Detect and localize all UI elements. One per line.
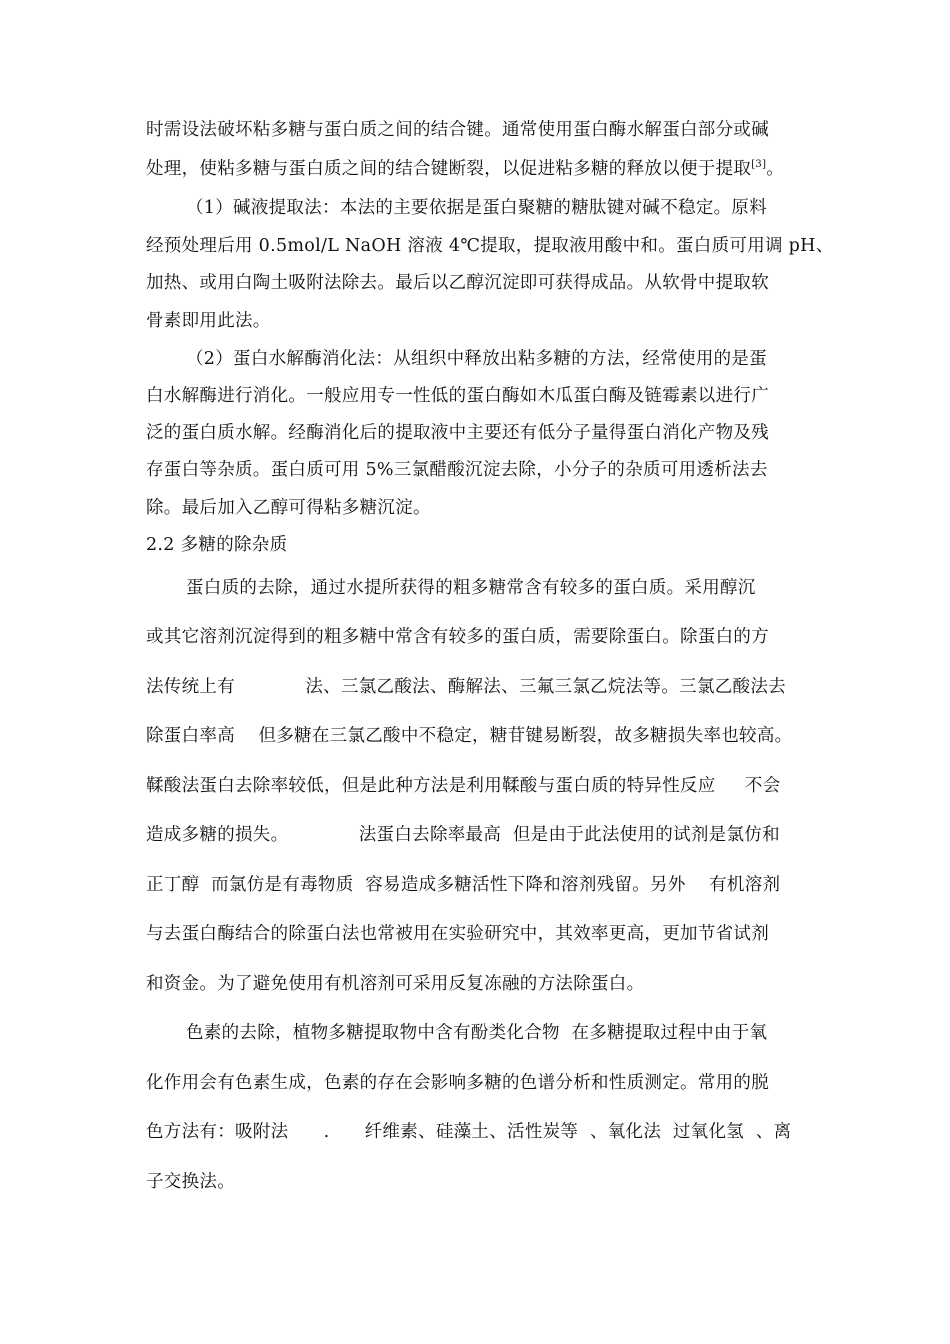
text-line: 鞣酸法蛋白去除率较低，但是此种方法是利用鞣酸与蛋白质的特异性反应 不会 <box>146 776 781 796</box>
citation-ref: [3] <box>751 159 767 171</box>
text-line: （1）碱液提取法：本法的主要依据是蛋白聚糖的糖肽键对碱不稳定。原料 <box>186 198 768 218</box>
text-line: 子交换法。 <box>146 1172 235 1192</box>
text-line: 与去蛋白酶结合的除蛋白法也常被用在实验研究中，其效率更高，更加节省试剂 <box>146 924 769 944</box>
section-heading: 2.2 多糖的除杂质 <box>146 535 288 555</box>
text-line: 除蛋白率高 但多糖在三氯乙酸中不稳定，糖苷键易断裂，故多糖损失率也较高。 <box>146 726 793 746</box>
text-line: 和资金。为了避免使用有机溶剂可采用反复冻融的方法除蛋白。 <box>146 974 645 994</box>
text-line: 时需设法破坏粘多糖与蛋白质之间的结合键。通常使用蛋白酶水解蛋白部分或碱 <box>146 120 769 140</box>
text-line: （2）蛋白水解酶消化法：从组织中释放出粘多糖的方法，经常使用的是蛋 <box>186 349 768 369</box>
text-line: 存蛋白等杂质。蛋白质可用 5%三氯醋酸沉淀去除，小分子的杂质可用透析法去 <box>146 460 768 480</box>
text-line: 正丁醇 而氯仿是有毒物质 容易造成多糖活性下降和溶剂残留。另外 有机溶剂 <box>146 875 781 895</box>
text-line: 蛋白质的去除，通过水提所获得的粗多糖常含有较多的蛋白质。采用醇沉 <box>186 578 756 598</box>
text-line: 或其它溶剂沉淀得到的粗多糖中常含有较多的蛋白质，需要除蛋白。除蛋白的方 <box>146 627 769 647</box>
text-line: 泛的蛋白质水解。经酶消化后的提取液中主要还有低分子量得蛋白消化产物及残 <box>146 423 769 443</box>
text-segment: 处理，使粘多糖与蛋白质之间的结合键断裂，以促进粘多糖的释放以便于提取 <box>146 159 752 179</box>
text-line: 加热、或用白陶土吸附法除去。最后以乙醇沉淀即可获得成品。从软骨中提取软 <box>146 273 769 293</box>
text-line: 骨素即用此法。 <box>146 311 271 331</box>
text-line <box>146 157 784 181</box>
text-line: 法传统上有 法、三氯乙酸法、酶解法、三氟三氯乙烷法等。三氯乙酸法去 <box>146 677 786 697</box>
text-line: 白水解酶进行消化。一般应用专一性低的蛋白酶如木瓜蛋白酶及链霉素以进行广 <box>146 386 769 406</box>
text-line: 化作用会有色素生成，色素的存在会影响多糖的色谱分析和性质测定。常用的脱 <box>146 1073 769 1093</box>
text-line: 色方法有：吸附法 . 纤维素、硅藻土、活性炭等 、氧化法 过氧化氢 、离 <box>146 1122 792 1142</box>
text-line: 色素的去除，植物多糖提取物中含有酚类化合物 在多糖提取过程中由于氧 <box>186 1023 768 1043</box>
text-line: 除。最后加入乙醇可得粘多糖沉淀。 <box>146 498 431 518</box>
text-line: 造成多糖的损失。 法蛋白去除率最高 但是由于此法使用的试剂是氯仿和 <box>146 825 780 845</box>
text-segment: 。 <box>766 159 785 179</box>
text-line: 经预处理后用 0.5mol/L NaOH 溶液 4℃提取，提取液用酸中和。蛋白质可用调 pH、 <box>146 236 834 256</box>
